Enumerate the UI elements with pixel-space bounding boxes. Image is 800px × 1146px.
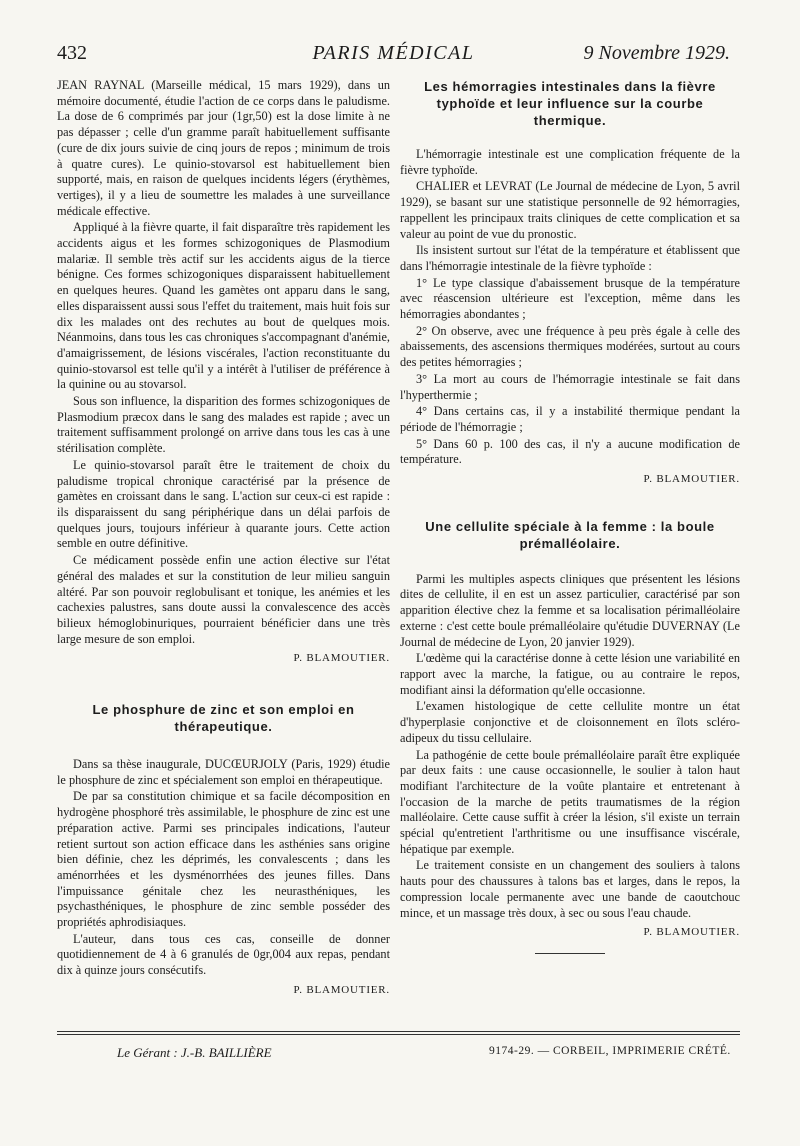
footer-rule [57, 1034, 740, 1035]
signature: P. BLAMOUTIER. [293, 652, 390, 665]
paragraph: Appliqué à la fièvre quarte, il fait disparaître très rapidement les accidents aigus et les formes schizogoniques de Plasmodium malariæ. Il semble très actif sur les accidents aigus de la tierce bénigne. Ces formes schizogoniques disparaissent habituellement en quelques heures. Quand les gamètes ont apparu dans le sang, elles disparaissent aussi sous l'effet du traitement, mais huit fois sur dix les malades ont des rechutes au bout de quelques mois. Néanmoins, dans tous les cas chroniques s'accompagnant d'anémie, d'amaigrissement, de lésions viscérales, l'action reconstituante du quinio-stovarsol est telle qu'il y a intérêt à l'utiliser de préférence à la quinine ou au stovarsol. [57, 220, 390, 392]
manager-line: Le Gérant : J.-B. BAILLIÈRE [117, 1045, 272, 1060]
paragraph: L'examen histologique de cette cellulite montre un état d'hyperplasie conjonctive et de cloisonnement en îlots scléro-adipeux du tissu cellulaire. [400, 699, 740, 745]
paragraph: Sous son influence, la disparition des formes schizogoniques de Plasmodium præcox dans le sang des malades est rapide ; avec un traitement suffisamment prolongé on arrive dans tous les cas à une stérilisation complète. [57, 394, 390, 456]
signature: P. BLAMOUTIER. [643, 926, 740, 939]
article-title: Les hémorragies intestinales dans la fièvre typhoïde et leur influence sur la courbe thermique. [424, 79, 716, 128]
paragraph: Le quinio-stovarsol paraît être le traitement de choix du paludisme tropical chronique caractérisé par la présence de gamètes en croissant dans le sang. L'action sur ceux-ci est rapide : ils disparaissent du sang périphérique dans un délai parfois de quelques jours, toujours inférieur à quarante jours. Cette action semble en outre définitive. [57, 457, 390, 551]
page-header [57, 42, 730, 72]
paragraph: De par sa constitution chimique et sa facile décomposition en hydrogène phosphoré très assimilable, le phosphure de zinc est une préparation active. Parmi ses principales indications, l'auteur retient surtout son action efficace dans les asthénies sans origine bien définie, chez les déprimés, les convalescents ; dans les aménorrhées et les dysménorrhées des jeunes filles. Dans l'impuissance génitale chez les neurasthéniques, les psychasthéniques, le phosphure de zinc semble posséder des propriétés aphrodisiaques. [57, 789, 390, 930]
paragraph: Ils insistent surtout sur l'état de la température et établissent que dans l'hémorragie intestinale de la fièvre typhoïde : [400, 243, 740, 273]
paragraph: L'œdème qui la caractérise donne à cette lésion une variabilité en rapport avec la marche, la fatigue, ou au contraire le repos, modifiant ainsi la déformation qu'elle occasionne. [400, 651, 740, 697]
paragraph: La pathogénie de cette boule prémalléolaire paraît être expliquée par deux faits : une cause occasionnelle, le soulier à talon haut modifiant l'architecture de la voûte plantaire et entretenant à l'occasion de la marche de petits traumatismes de la région malléolaire. Cette cause suffit à créer la lésion, s'il existe un terrain spécial qu'entretient l'arthritisme ou une insuffisance viscérale, hépatique par exemple. [400, 747, 740, 856]
paragraph: Parmi les multiples aspects cliniques que présentent les lésions dites de cellulite, il en est un assez particulier, caractérisé par son apparition élective chez la femme et sa localisation périmalléolaire externe : c'est cette boule prémalléolaire qu'étudie DUVERNAY (Le Journal de médecine de Lyon, 20 janvier 1929). [400, 571, 740, 649]
footer-rule [57, 1031, 740, 1032]
printer-line: 9174-29. — CORBEIL, IMPRIMERIE CRÉTÉ. [489, 1045, 731, 1057]
journal-title: PARIS MÉDICAL [312, 42, 475, 64]
left-column [57, 78, 390, 999]
paragraph: L'auteur, dans tous ces cas, conseille de donner quotidiennement de 4 à 6 granulés de 0gr,004 aux repas, pendant dix à quinze jours consécutifs. [57, 931, 390, 978]
end-rule [535, 953, 605, 954]
right-column [400, 78, 740, 954]
list-item: 1° Le type classique d'abaissement brusque de la température avec réascension ultérieure est l'exception, même dans les hémorragies abondantes ; [400, 275, 740, 322]
paragraph: Le traitement consiste en un changement des souliers à talons hauts pour des chaussures à talons bas et larges, dans le repos, la compression locale permanente avec une bande de caoutchouc mince, et un massage très doux, à sec ou sous l'eau chaude. [400, 858, 740, 920]
signature: P. BLAMOUTIER. [293, 983, 390, 996]
paragraph: L'hémorragie intestinale est une complication fréquente de la fièvre typhoïde. [400, 147, 740, 177]
article-title: Le phosphure de zinc et son emploi en thérapeutique. [92, 702, 355, 735]
issue-date: 9 Novembre 1929. [583, 42, 730, 64]
list-item: 4° Dans certains cas, il y a instabilité thermique pendant la période de l'hémorragie ; [400, 404, 740, 434]
paragraph: Ce médicament possède enfin une action élective sur l'état général des malades et sur la constitution de leur milieu sanguin altéré. Par son pouvoir reglobulisant et tonique, les anémies et les cachexies palustres, sans doute aussi la convalescence des accès bilieux hémoglobinuriques, pourraient bénéficier dans une très large mesure de son emploi. [57, 553, 390, 646]
signature: P. BLAMOUTIER. [643, 473, 740, 486]
paragraph: CHALIER et LEVRAT (Le Journal de médecine de Lyon, 5 avril 1929), se basant sur une statistique personnelle de 92 hémorragies, rappellent les principaux traits cliniques de cette complication et sa valeur au point de vue du pronostic. [400, 179, 740, 241]
list-item: 2° On observe, avec une fréquence à peu près égale à celle des abaissements, des ascensions thermiques modérées, surtout au cours des petites hémorragies ; [400, 323, 740, 370]
article-title: Une cellulite spéciale à la femme : la boule prémalléolaire. [425, 518, 715, 551]
page-number: 432 [57, 42, 87, 64]
list-item: 3° La mort au cours de l'hémorragie intestinale se fait dans l'hyperthermie ; [400, 371, 740, 402]
paragraph: Dans sa thèse inaugurale, DUCŒURJOLY (Paris, 1929) étudie le phosphure de zinc et spécialement son emploi en thérapeutique. [57, 757, 390, 787]
list-item: 5° Dans 60 p. 100 des cas, il n'y a aucune modification de température. [400, 436, 740, 467]
paragraph: JEAN RAYNAL (Marseille médical, 15 mars 1929), dans un mémoire documenté, étudie l'action de ce corps dans le paludisme. La dose de 6 comprimés par jour (1gr,50) est la dose limite à ne pas dépasser ; celle d'un gramme paraît habituellement suffisante (cure de dix jours suivie de cinq jours de repos ; minimum de trois à quatre cures). Le quinio-stovarsol est habituellement bien supporté, mais, en raison de quelques incidents légers (érythèmes, vertiges), il y a lieu de soumettre les malades à une surveillance médicale effective. [57, 78, 390, 218]
